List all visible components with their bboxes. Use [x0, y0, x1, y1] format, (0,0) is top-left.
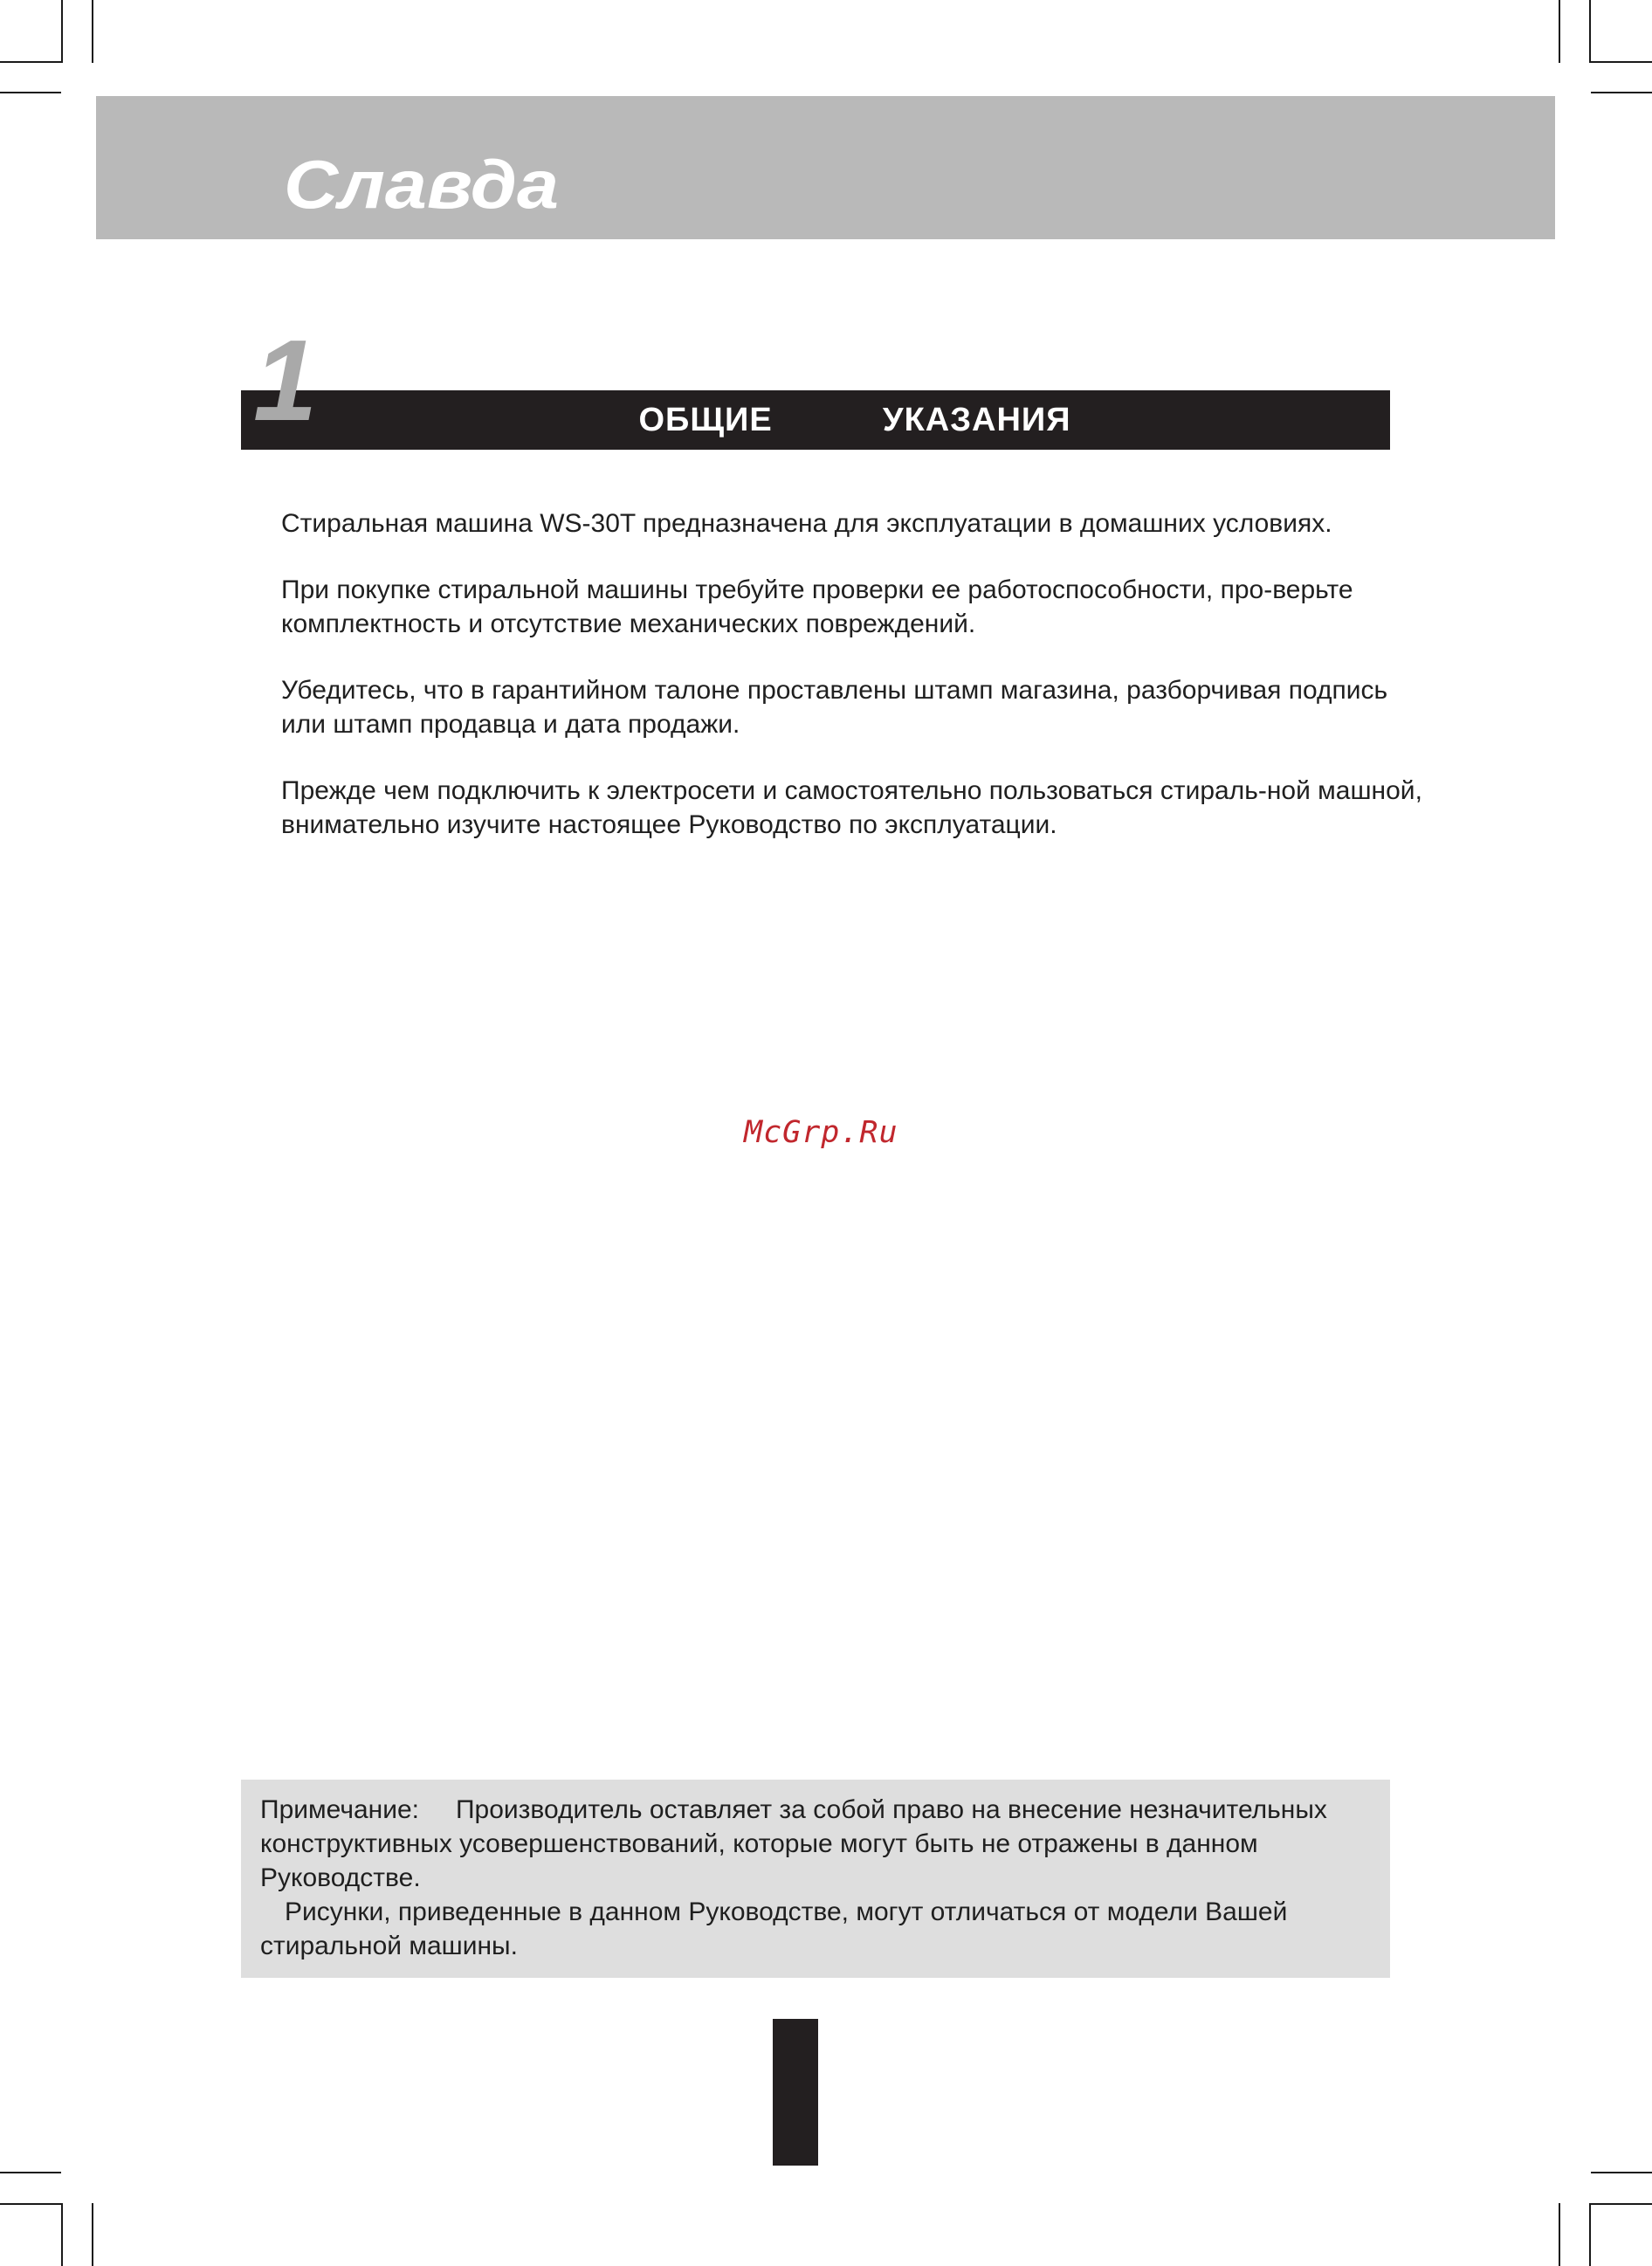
crop-mark: [0, 61, 61, 63]
paragraph: Прежде чем подключить к электросети и самостоятельно пользоваться стираль-ной машной, внимательно изучите настоящее Руководство по эксплуатации.: [281, 776, 1422, 839]
crop-mark: [1591, 2203, 1652, 2205]
crop-mark: [92, 2203, 93, 2266]
section-number: 1: [253, 316, 318, 444]
note-text-2: Рисунки, приведенные в данном Руководстве, могут отличаться от модели Вашей стиральной машины.: [260, 1898, 1288, 1960]
note-text: Производитель оставляет за собой право на внесение незначительных конструктивных усовершенствований, которые могут быть не отражены в данном Руководстве.: [260, 1795, 1327, 1892]
crop-mark: [92, 0, 93, 63]
paragraph: Стиральная машина WS-30T предназначена для эксплуатации в домашних условиях.: [281, 509, 1332, 538]
section-title: ОБЩИЕ УКАЗАНИЯ: [638, 402, 1071, 438]
crop-mark: [0, 2172, 61, 2173]
crop-mark: [0, 92, 61, 93]
crop-mark: [1589, 2203, 1591, 2266]
paragraph: Убедитесь, что в гарантийном талоне проставлены штамп магазина, разборчивая подпись или штамп продавца и дата продажи.: [281, 676, 1388, 739]
crop-mark: [61, 0, 63, 63]
crop-mark: [1591, 92, 1652, 93]
crop-mark: [0, 2203, 61, 2205]
crop-mark: [1589, 0, 1591, 63]
crop-mark: [1559, 2203, 1560, 2266]
paragraph: При покупке стиральной машины требуйте проверки ее работоспособности, про-верьте комплектность и отсутствие механических повреждений.: [281, 575, 1353, 638]
crop-mark: [1559, 0, 1560, 63]
watermark: McGrp.Ru: [744, 1115, 898, 1150]
brand-logo: [284, 140, 572, 236]
note-label: Примечание:: [260, 1795, 419, 1824]
crop-mark: [1591, 2172, 1652, 2173]
note-box: [241, 1780, 1390, 1978]
page-marker: [773, 2019, 818, 2166]
crop-mark: [1591, 61, 1652, 63]
body-text: [281, 506, 1434, 874]
brand-logo-text: Славда: [284, 146, 559, 223]
crop-mark: [61, 2203, 63, 2266]
